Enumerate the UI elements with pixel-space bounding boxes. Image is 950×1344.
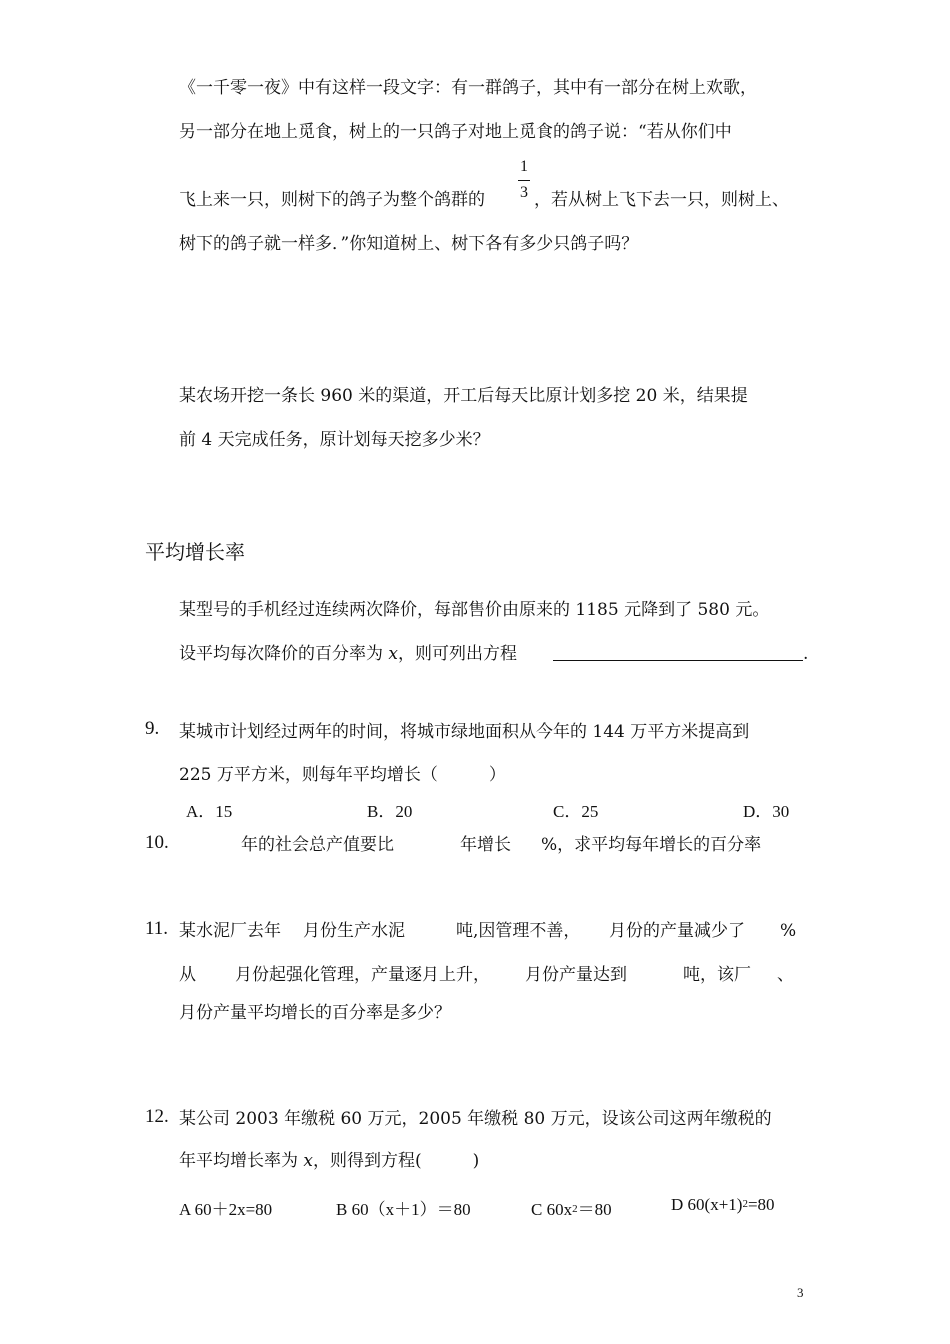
q11-line-3: 月份产量平均增长的百分率是多少？ (179, 1003, 451, 1023)
phone-text-a: 设平均每次降价的百分率为 (179, 644, 383, 664)
phone-problem-line-2 (179, 644, 517, 664)
q12-option-c-exponent: 2 (572, 1203, 578, 1215)
canal-problem-line-1: 某农场开挖一条长 960 米的渠道，开工后每天比原计划多挖 20 米，结果提 (179, 386, 748, 406)
section-title: 平均增长率 (145, 540, 245, 564)
q11-text-1a: 某水泥厂去年 (179, 921, 281, 941)
dove-problem-line-2: 另一部分在地上觅食，树上的一只鸽子对地上觅食的鸽子说：“若从你们中 (179, 122, 732, 142)
q11-text-2e: 、 (777, 965, 794, 985)
q9-option-d[interactable]: D．30 (743, 802, 790, 821)
q10-text-2: 年增长 (460, 835, 511, 855)
q12-option-c-rest: ＝80 (577, 1200, 612, 1219)
dove-problem-line-3b: ，若从树上飞下去一只，则树上、 (534, 190, 789, 210)
q12-option-c-base: C 60x (531, 1200, 573, 1219)
phone-text-b: ，则可列出方程 (398, 644, 517, 664)
q12-text-b: ，则得到方程( ) (313, 1151, 480, 1171)
q12-option-d[interactable] (671, 1195, 775, 1215)
q11-text-2d: 吨，该厂 (683, 965, 751, 985)
question-number-10: 10. (145, 832, 169, 853)
q11-text-1b: 月份生产水泥 (303, 921, 405, 941)
phone-end-period: . (803, 644, 809, 664)
q12-line-2 (179, 1151, 479, 1171)
canal-problem-line-2: 前 4 天完成任务，原计划每天挖多少米？ (179, 430, 490, 450)
q10-text-3: %，求平均每年增长的百分率 (541, 835, 762, 855)
dove-problem-line-1: 《一千零一夜》中有这样一段文字：有一群鸽子，其中有一部分在树上欢歌， (179, 78, 757, 98)
q12-option-d-exponent: 2 (742, 1198, 748, 1210)
fraction-denominator: 3 (520, 184, 528, 201)
q12-option-d-rest: =80 (747, 1195, 775, 1214)
q12-option-c[interactable] (531, 1195, 612, 1220)
q11-text-1d: 月份的产量减少了 (609, 921, 745, 941)
phone-problem-line-1: 某型号的手机经过连续两次降价，每部售价由原来的 1185 元降到了 580 元。 (179, 600, 770, 620)
answer-blank[interactable] (553, 660, 803, 661)
dove-problem-line-3a: 飞上来一只，则树下的鸽子为整个鸽群的 (179, 190, 485, 210)
q9-line-2: 225 万平方米，则每年平均增长（ ） (179, 765, 506, 785)
q11-text-2c: 月份产量达到 (525, 965, 627, 985)
question-number-12: 12. (145, 1106, 169, 1127)
fraction-bar (518, 180, 530, 181)
q11-text-1c: 吨,因管理不善， (456, 921, 581, 941)
question-number-9: 9. (145, 718, 160, 739)
page-number: 3 (797, 1285, 804, 1300)
q9-line-1: 某城市计划经过两年的时间，将城市绿地面积从今年的 144 万平方米提高到 (179, 722, 750, 742)
fraction-numerator: 1 (520, 158, 528, 175)
q11-text-2a: 从 (179, 965, 196, 985)
q12-option-d-base: D 60(x+1) (671, 1195, 743, 1214)
q12-option-b[interactable]: B 60（x＋1）＝80 (336, 1200, 471, 1219)
q9-option-c[interactable]: C．25 (553, 802, 599, 821)
dove-problem-line-4: 树下的鸽子就一样多．”你知道树上、树下各有多少只鸽子吗？ (179, 234, 639, 254)
q12-option-a[interactable]: A 60＋2x=80 (179, 1200, 273, 1219)
variable-x: x (303, 1151, 313, 1171)
q9-option-b[interactable]: B．20 (367, 802, 413, 821)
q12-text-a: 年平均增长率为 (179, 1151, 298, 1171)
q11-text-2b: 月份起强化管理，产量逐月上升， (235, 965, 490, 985)
q11-text-1e: % (780, 921, 797, 941)
variable-x: x (388, 644, 398, 664)
q10-text-1: 年的社会总产值要比 (241, 835, 394, 855)
q12-line-1: 某公司 2003 年缴税 60 万元，2005 年缴税 80 万元，设该公司这两年缴税的 (179, 1109, 772, 1129)
q9-option-a[interactable]: A．15 (186, 802, 233, 821)
question-number-11: 11. (145, 918, 169, 939)
